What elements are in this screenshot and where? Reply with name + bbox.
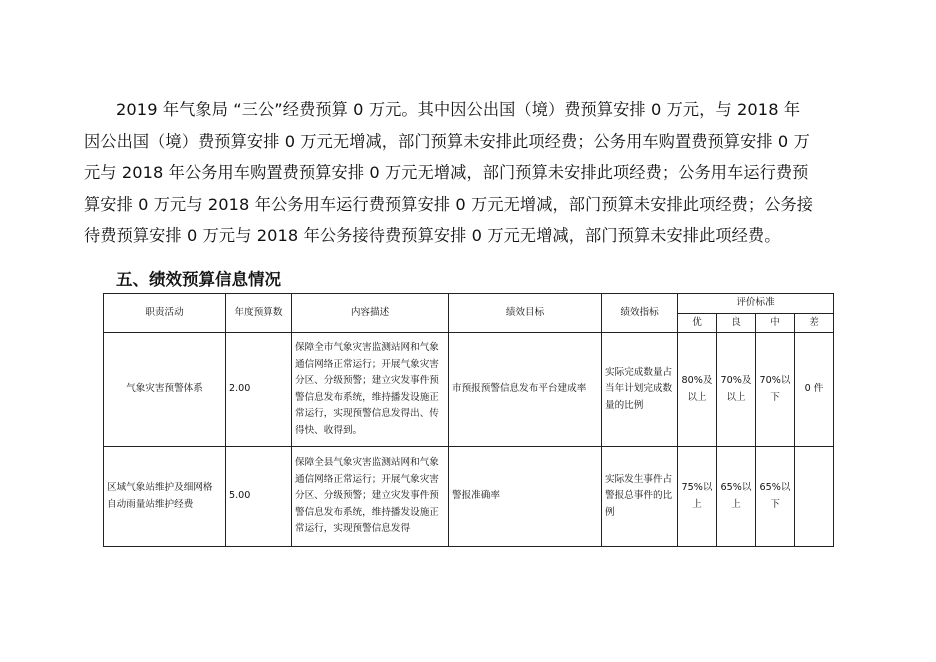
header-excellent: 优 — [678, 313, 717, 333]
cell-good: 65%以上 — [717, 447, 756, 547]
paragraph-line: 因公出国（境）费预算安排 0 万元无增减，部门预算未安排此项经费；公务用车购置费预算安排 0 万 — [84, 131, 810, 151]
cell-poor: 0 件 — [795, 333, 834, 447]
header-good: 良 — [717, 313, 756, 333]
cell-indicator: 实际发生事件占警报总事件的比例 — [602, 447, 678, 547]
cell-indicator: 实际完成数量占当年计划完成数量的比例 — [602, 333, 678, 447]
header-poor: 差 — [795, 313, 834, 333]
table-row — [104, 447, 834, 547]
cell-medium: 70%以下 — [756, 333, 795, 447]
header-content: 内容描述 — [292, 294, 449, 333]
cell-budget: 5.00 — [226, 447, 292, 547]
cell-excellent: 75%以上 — [678, 447, 717, 547]
performance-table — [103, 293, 834, 547]
cell-good: 70%及以上 — [717, 333, 756, 447]
cell-poor — [795, 447, 834, 547]
header-activity: 职责活动 — [104, 294, 226, 333]
header-indicator: 绩效指标 — [602, 294, 678, 333]
cell-goal: 市预报预警信息发布平台建成率 — [449, 333, 602, 447]
cell-activity: 区域气象站维护及细网格自动雨量站维护经费 — [104, 447, 226, 547]
paragraph-line: 待费预算安排 0 万元与 2018 年公务接待费预算安排 0 万元无增减，部门预算未安排此项经费。 — [84, 226, 781, 245]
cell-goal: 警报准确率 — [449, 447, 602, 547]
cell-medium: 65%以下 — [756, 447, 795, 547]
cell-excellent: 80%及以上 — [678, 333, 717, 447]
table-row — [104, 333, 834, 447]
paragraph-line: 元与 2018 年公务用车购置费预算安排 0 万元无增减，部门预算未安排此项经费；公务用车运行费预 — [84, 163, 809, 182]
header-budget: 年度预算数 — [226, 294, 292, 333]
cell-activity: 气象灾害预警体系 — [104, 333, 226, 447]
section-heading: 五、绩效预算信息情况 — [116, 270, 281, 289]
cell-content: 保障全市气象灾害监测站网和气象通信网络正常运行；开展气象灾害分区、分级预警；建立灾发事件预警信息发布系统，维持播发设施正常运行，实现预警信息发得出、传得快、收得到。 — [292, 333, 449, 447]
header-medium: 中 — [756, 313, 795, 333]
cell-budget: 2.00 — [226, 333, 292, 447]
header-criteria: 评价标准 — [678, 294, 834, 314]
paragraph-line: 算安排 0 万元与 2018 年公务用车运行费预算安排 0 万元无增减，部门预算未安排此项经费；公务接 — [84, 194, 814, 214]
header-goal: 绩效目标 — [449, 294, 602, 333]
cell-content: 保障全县气象灾害监测站网和气象通信网络正常运行；开展气象灾害分区、分级预警；建立灾发事件预警信息发布系统，维持播发设施正常运行，实现预警信息发得 — [292, 447, 449, 547]
paragraph-line: 2019 年气象局 “三公”经费预算 0 万元。其中因公出国（境）费预算安排 0 万元，与 2018 年 — [116, 100, 801, 119]
budget-paragraph — [84, 94, 854, 252]
